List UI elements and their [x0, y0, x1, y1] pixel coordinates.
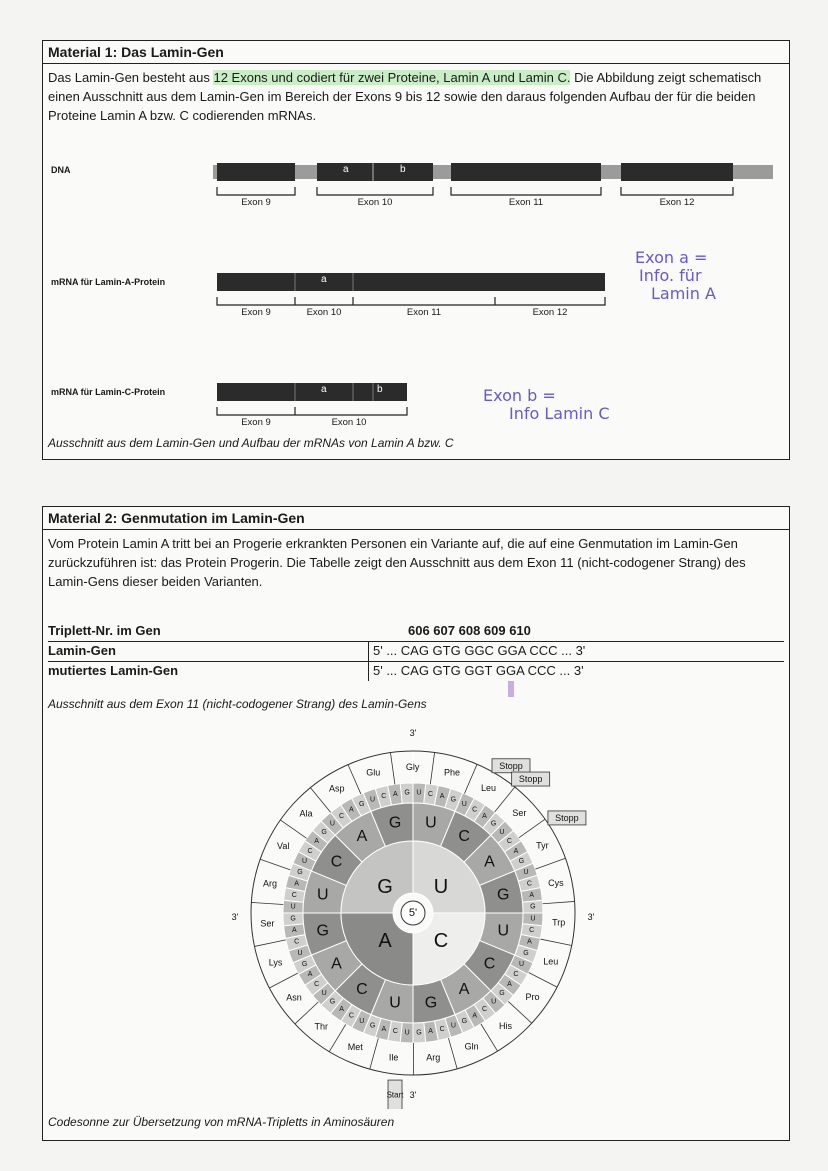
ring-divider [543, 901, 575, 903]
dna-brackets [217, 187, 733, 195]
mrna-a-exon-10-label: Exon 10 [306, 307, 342, 318]
third-base-label: A [482, 813, 487, 821]
mrna-c-brackets [217, 407, 407, 415]
ring-divider [448, 1038, 457, 1069]
third-base-label: G [523, 949, 529, 957]
second-base-label: A [331, 955, 342, 973]
second-base-label: G [497, 886, 510, 904]
dna-exon-12 [621, 163, 733, 181]
first-base-label: C [433, 930, 449, 952]
ring-divider [370, 1038, 379, 1069]
third-base-label: U [359, 1017, 365, 1025]
mrna-a-label: mRNA für Lamin-A-Protein [51, 277, 166, 287]
third-base-label: G [518, 858, 525, 866]
amino-acid-label: Asp [329, 783, 345, 794]
third-base-label: A [381, 1025, 387, 1033]
third-base-label: G [301, 960, 308, 968]
third-base-label: C [314, 981, 320, 989]
amino-acid-label: Tyr [536, 840, 549, 851]
center-5prime-label: 5' [408, 907, 418, 919]
material-1-box [42, 40, 790, 460]
material-2-box [42, 506, 790, 1141]
ring-divider [519, 819, 545, 838]
third-base-label: G [321, 828, 327, 836]
third-base-label: A [513, 847, 519, 855]
amino-acid-label: Arg [262, 878, 277, 889]
ring-divider [260, 859, 290, 870]
ring-divider [390, 753, 394, 785]
third-base-label: C [526, 880, 532, 888]
stop-label: Stopp [499, 760, 523, 771]
table-row: Lamin-Gen 5' ... CAG GTG GGC GGA CCC ... 3' [48, 641, 784, 662]
mrna-a-exon-12-label: Exon 12 [532, 307, 568, 318]
second-base-label: A [484, 853, 495, 871]
mrna-a-exon-11-label: Exon 11 [406, 307, 442, 318]
amino-acid-label: His [498, 1020, 512, 1031]
table-row: mutiertes Lamin-Gen 5' ... CAG GTG GGT GGA CCC ... 3' [48, 661, 784, 681]
third-base-label: U [491, 998, 497, 1006]
dna-exon-9 [217, 163, 295, 181]
third-base-label: A [291, 927, 297, 935]
second-base-label: U [316, 886, 329, 904]
amino-acid-label: Phe [443, 767, 460, 778]
mrna-c-seg-a: a [321, 384, 327, 395]
third-base-label: A [472, 1012, 478, 1020]
third-base-label: A [527, 938, 532, 946]
mrna-c-label: mRNA für Lamin-C-Protein [51, 387, 166, 397]
material-1-caption: Ausschnitt aus dem Lamin-Gen und Aufbau der mRNAs von Lamin A bzw. C [48, 436, 454, 450]
third-base-label: G [297, 869, 303, 877]
mrna-c-seg-b: b [377, 384, 383, 395]
third-base-label: C [294, 938, 300, 946]
mrna-c-exon-9-label: Exon 9 [241, 417, 271, 428]
second-base-label: U [389, 994, 401, 1012]
third-base-label: C [392, 1028, 398, 1036]
third-base-label: A [428, 1028, 433, 1036]
amino-acid-label: Thr [314, 1021, 328, 1032]
third-base-label: A [307, 971, 313, 979]
second-base-label: C [458, 828, 470, 846]
end-3prime-top: 3' [409, 728, 417, 738]
third-base-label: C [506, 837, 512, 845]
third-base-label: C [529, 927, 535, 935]
ring-divider [329, 1024, 346, 1051]
mrna-a-brackets [217, 297, 605, 305]
ring-divider [508, 1001, 531, 1023]
end-3prime-left: 3' [231, 912, 239, 922]
third-base-label: G [416, 1029, 422, 1037]
dna-seg-b: b [400, 164, 406, 175]
dna-seg-a: a [343, 164, 349, 175]
third-base-label: C [472, 806, 478, 814]
amino-acid-label: Ser [512, 808, 527, 819]
second-base-label: C [330, 853, 343, 871]
material-2-intro: Vom Protein Lamin A tritt bei an Progerie erkrankten Personen ein Variante auf, die auf eine Genmutation im Lamin-Gen zurückzuführen ist: das Protein Progerin. Die Tabelle zeigt den Ausschnitt aus dem Exon 11 (nicht-codogener Strang) des Lamin-Gens dieser beiden Varianten. [48, 536, 746, 589]
ring-divider [529, 972, 557, 987]
mrna-a-seg-a: a [321, 274, 327, 285]
material-1-intro: Das Lamin-Gen besteht aus 12 Exons und codiert für zwei Proteine, Lamin A und Lamin C. Die Abbildung zeigt schematisch einen Ausschnitt aus dem Lamin-Gen im Bereich der Exons 9 bis 12 sowie den daraus folgenden Aufbau der für die beiden Proteine Lamin A bzw. C codierenden mRNAs. [48, 70, 762, 123]
amino-acid-label: Glu [366, 767, 381, 778]
ring-divider [464, 764, 477, 793]
third-base-label: G [404, 789, 410, 797]
third-base-label: U [404, 1029, 410, 1037]
mrna-a-strand [217, 273, 605, 291]
amino-acid-label: Gln [464, 1041, 479, 1052]
third-base-label: C [439, 1025, 445, 1033]
third-base-label: U [530, 915, 536, 923]
dna-exon-9-label: Exon 9 [241, 197, 271, 208]
ring-divider [269, 973, 297, 988]
third-base-label: G [490, 820, 497, 828]
third-base-label: C [348, 1012, 354, 1020]
amino-acid-label: Ile [388, 1052, 399, 1063]
handwritten-note-exon-a: Exon a = Info. für Lamin A [635, 248, 716, 303]
second-base-label: G [424, 994, 438, 1012]
third-base-label: U [321, 990, 327, 998]
material-2-title: Material 2: Genmutation im Lamin-Gen [43, 507, 789, 530]
code-sun-caption: Codesonne zur Übersetzung von mRNA-Tripletts in Aminosäuren [48, 1115, 395, 1129]
third-base-label: A [348, 806, 354, 814]
third-base-label: G [450, 796, 457, 804]
amino-acid-label: Ala [299, 808, 313, 819]
amino-acid-label: Trp [552, 917, 566, 928]
end-3prime-right: 3' [587, 912, 595, 922]
second-base-label: G [316, 922, 329, 940]
ring-divider [251, 902, 283, 904]
second-base-label: C [483, 955, 496, 973]
table-caption: Ausschnitt aus dem Exon 11 (nicht-codogener Strang) des Lamin-Gens [48, 697, 427, 711]
amino-acid-label: Leu [480, 783, 496, 794]
mrna-c-exon-10-label: Exon 10 [331, 417, 367, 428]
first-base-label: U [433, 876, 449, 898]
third-base-label: U [523, 869, 529, 877]
ring-divider [535, 858, 565, 869]
amino-acid-label: Met [347, 1042, 363, 1053]
amino-acid-label: Asn [286, 992, 302, 1003]
third-base-label: U [518, 960, 525, 968]
amino-acid-label: Cys [548, 877, 564, 888]
third-base-label: A [393, 790, 398, 798]
ring-divider [481, 1024, 498, 1051]
code-sun-wheel [223, 717, 603, 1109]
highlighted-text: 12 Exons und codiert für zwei Proteine, Lamin A und Lamin C. [213, 70, 571, 85]
ring-divider [280, 820, 306, 838]
amino-acid-label: Pro [525, 991, 540, 1002]
third-base-label: G [369, 1022, 376, 1030]
third-base-label: U [450, 1022, 456, 1030]
second-base-label: U [497, 922, 510, 940]
third-base-label: C [428, 790, 434, 798]
third-base-label: A [439, 793, 445, 801]
third-base-label: U [461, 801, 467, 809]
third-base-label: G [290, 915, 296, 923]
second-base-label: U [425, 814, 437, 832]
third-base-label: A [507, 980, 512, 988]
third-base-label: A [314, 838, 319, 846]
table-header-row: Triplett-Nr. im Gen 606 607 608 609 610 [48, 621, 784, 642]
first-base-label: G [377, 876, 393, 898]
ring-divider [430, 752, 434, 784]
material-1-title: Material 1: Das Lamin-Gen [43, 41, 789, 64]
amino-acid-label: Leu [543, 956, 559, 967]
amino-acid-label: Val [276, 841, 290, 852]
handwritten-note-exon-b: Exon b = Info Lamin C [483, 386, 610, 423]
third-base-label: A [529, 891, 535, 899]
third-base-label: A [339, 1005, 344, 1013]
mrna-a-exon-9-label: Exon 9 [241, 307, 271, 318]
third-base-label: U [499, 828, 505, 836]
third-base-label: G [358, 801, 365, 809]
second-base-label: G [388, 814, 402, 832]
amino-acid-label: Lys [268, 957, 283, 968]
second-base-label: A [356, 828, 368, 846]
dna-exon-11 [451, 163, 601, 181]
third-base-label: C [291, 891, 297, 899]
third-base-label: G [461, 1017, 468, 1025]
dna-exon-11-label: Exon 11 [508, 197, 544, 208]
third-base-label: U [297, 949, 303, 957]
second-base-label: C [356, 980, 368, 998]
second-base-label: A [458, 980, 470, 998]
mutation-marker [508, 681, 514, 697]
third-base-label: G [329, 998, 336, 1006]
third-base-label: C [338, 813, 345, 821]
ring-divider [540, 939, 571, 945]
dna-label: DNA [51, 165, 71, 175]
third-base-label: U [290, 903, 296, 911]
start-label: Start [386, 1090, 404, 1100]
ring-divider [348, 765, 361, 794]
third-base-label: U [301, 858, 308, 866]
third-base-label: C [307, 847, 313, 855]
third-base-label: C [481, 1005, 488, 1013]
third-base-label: U [370, 796, 376, 804]
third-base-label: C [381, 793, 387, 801]
amino-acid-label: Arg [426, 1052, 441, 1063]
amino-acid-label: Gly [405, 762, 420, 773]
third-base-label: U [416, 789, 422, 797]
first-base-label: A [378, 930, 392, 952]
third-base-label: A [294, 880, 299, 888]
stop-label: Stopp [518, 774, 543, 785]
ring-divider [254, 940, 285, 947]
third-base-label: G [499, 990, 505, 998]
dna-exon-10-label: Exon 10 [357, 197, 393, 208]
stop-label: Stopp [555, 812, 579, 823]
amino-acid-label: Ser [260, 918, 275, 929]
ring-divider [310, 788, 330, 813]
third-base-label: U [329, 820, 335, 828]
third-base-label: C [513, 971, 519, 979]
dna-exon-12-label: Exon 12 [659, 197, 695, 208]
dna-exon-10 [317, 163, 433, 181]
end-3prime-bottom: 3' [409, 1090, 417, 1100]
third-base-label: G [530, 903, 536, 911]
